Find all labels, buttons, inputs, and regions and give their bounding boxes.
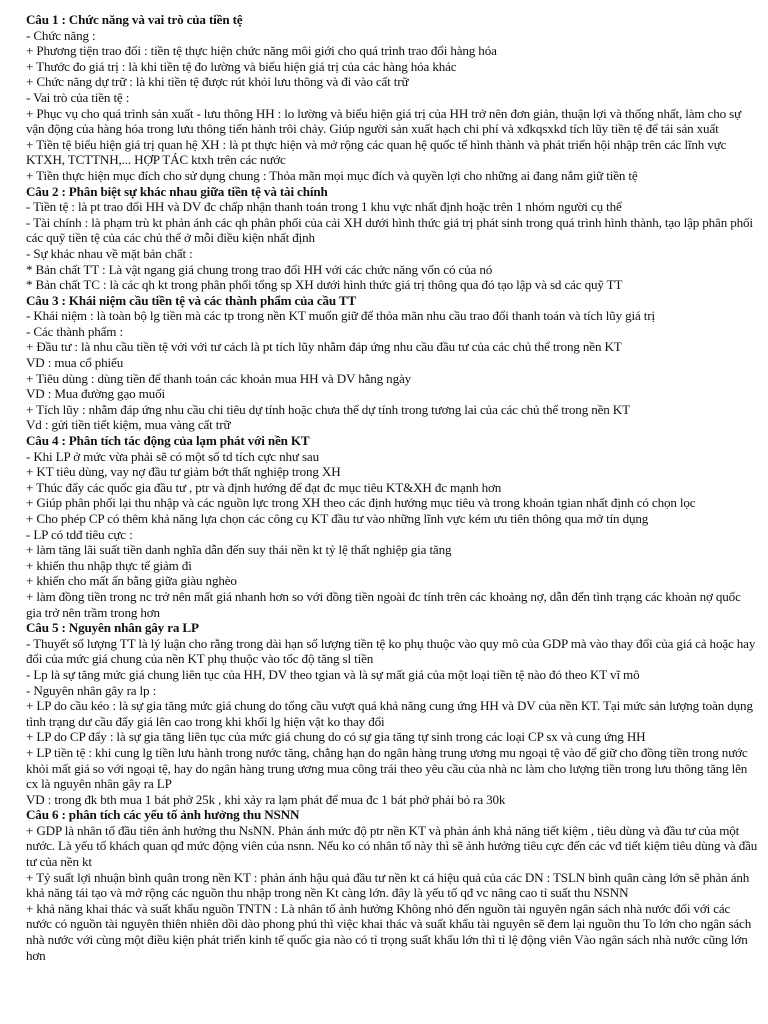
section-heading: Câu 5 : Nguyên nhân gây ra LP — [26, 620, 199, 636]
text-line: + khả năng khai thác và suất khẩu nguồn TNTN : Là nhân tố ảnh hưởng Không nhỏ đến nguồn tài nguyên ngân sách nhà nước đối với các nước có nguồn tài nguyên thiên nhiên dồi dào phong phú thì việc khai thác và suất khẩu tài nguyên sẽ đem lại nguồn thu To lớn cho ngân sách nhà nước với cùng một điều kiện phát triển kinh tế quốc gia nào có tỉ trọng suất khẩu lớn thì tỉ lệ động viên Vào ngân sách nhà nước cũng lớn hơn — [26, 900, 752, 963]
text-line: - Thuyết số lượng TT là lý luận cho rằng trong dài hạn số lượng tiền tệ ko phụ thuộc vào quy mô của GDP mà vào thay đổi của giá cả hoặc hay đổi của mức giá chung của nền KT phụ thuộc vào tốc độ tăng sl tiền — [26, 635, 756, 667]
text-line: * Bản chất TT : Là vật ngang giá chung trong trao đổi HH với các chức năng vốn có của nó — [26, 261, 493, 277]
text-line: + Chức năng dự trữ : là khi tiền tệ được rút khỏi lưu thông và đi vào cất trữ — [26, 74, 409, 90]
text-line: Vd : gửi tiền tiết kiệm, mua vàng cất trữ — [26, 417, 231, 433]
text-line: + Giúp phân phối lại thu nhập và các nguồn lực trong XH theo các định hướng mục tiêu và trong khoản tgian nhất định có chọn lọc — [26, 495, 696, 511]
text-line: VD : mua cổ phiếu — [26, 355, 124, 371]
text-line: + Đầu tư : là nhu cầu tiền tệ với với tư cách là pt tích lũy nhằm đáp ứng nhu cầu đầu tư của các chủ thể trong nền KT — [26, 339, 622, 355]
text-line: - Tài chính : là phạm trù kt phản ánh các qh phân phối của cải XH dưới hình thức giá trị phát sinh trong quá trình hình thành, tạo lập phân phối các quỹ tiền tệ của các chủ thể ở mỗi điều kiện nhất định — [26, 214, 753, 246]
text-line: + Cho phép CP có thêm khả năng lựa chọn các công cụ KT đầu tư vào những lĩnh vực kém ưu tiên thông qua mở tín dụng — [26, 511, 649, 526]
text-line: - Lp là sự tăng mức giá chung liên tục của HH, DV theo tgian và là sự mất giá của một loại tiền tệ nào đó theo KT vĩ mô — [26, 666, 640, 682]
text-line: + khiến thu nhập thực tế giảm đi — [26, 557, 192, 573]
text-line: + làm tăng lãi suất tiền danh nghĩa dẫn đến suy thái nền kt tỷ lệ thất nghiệp gia tăng — [26, 542, 452, 558]
text-line: + Tỷ suất lợi nhuận bình quân trong nền KT : phản ánh hậu quả đầu tư nền kt cá hiệu quả của các DN : TSLN bình quân càng lớn sẽ phản ánh khả năng tái tạo và mở rộng các nguồn thu nhập trong nền Kt càng lớn. đây là yếu tố qđ vc nâng cao tỉ suất thu NSNN — [26, 869, 750, 901]
text-line: + Phương tiện trao đổi : tiền tệ thực hiện chức năng môi giới cho quá trình trao đổi hàng hóa — [26, 43, 497, 59]
text-line: + Tích lũy : nhằm đáp ứng nhu cầu chi tiêu dự tính hoặc chưa thể dự tính trong tương lai của các chủ thể trong nền KT — [26, 401, 630, 417]
text-line: - Khái niệm : là toàn bộ lg tiền mà các tp trong nền KT muốn giữ để thỏa mãn nhu cầu trao đổi thanh toán và tích lũy giá trị — [26, 308, 655, 324]
text-line: - Các thành phẩm : — [26, 323, 123, 339]
text-line: + Thước đo giá trị : là khi tiền tệ đo lường và biểu hiện giá trị của các hàng hóa khác — [26, 58, 457, 74]
text-line: - LP có tdđ tiêu cực : — [26, 526, 133, 542]
text-line: + Tiền thực hiện mục đích cho sử dụng chung : Thỏa mãn mọi mục đích và quyền lợi cho những ai đang nắm giữ tiền tệ — [26, 167, 638, 183]
section-heading: Câu 1 : Chức năng và vai trò của tiền tệ — [26, 12, 243, 27]
text-line: + Phục vụ cho quá trình sản xuất - lưu thông HH : lo lường và biểu hiện giá trị của HH trở nên đơn giản, thuận lợi và thống nhất, làm cho sự vận động của hàng hóa trong lưu thông tiến hành trôi chảy. Giúp người sản xuất hạch chi phí và xđkqsxkd tích lũy tiền tệ để tái sản xuất — [26, 105, 742, 137]
text-line: + làm đồng tiền trong nc trở nên mất giá nhanh hơn so với đồng tiền ngoài đc tính trên các khoảng nợ, dẫn đến tình trạng các khoản nợ quốc gia trở nên trầm trong hơn — [26, 588, 741, 620]
text-line: + LP do cầu kéo : là sự gia tăng mức giá chung do tổng cầu vượt quá khả năng cung ứng HH và DV của nền KT. Tại mức sản lượng toàn dụng tình trạng dư cầu đẩy giá lên cao trong khi khối lg hiện vật ko thay đổi — [26, 698, 753, 729]
text-line: VD : Mua đường gạo muối — [26, 386, 165, 402]
text-line: + GDP là nhân tố đầu tiên ảnh hưởng thu NsNN. Phản ánh mức độ ptr nền KT và phản ánh khả năng tiết kiệm , tiêu dùng và đầu tư của một nước. Là yếu tố khách quan qđ mức động viên của nsnn. Nếu ko có nhân tố này thì sẽ ảnh hưởng tiêu cực đến các vđ tiết kiệm tiêu dùng và đầu tư của nền kt — [26, 822, 758, 870]
text-line: - Nguyên nhân gây ra lp : — [26, 682, 157, 698]
section-heading: Câu 3 : Khái niệm cầu tiền tệ và các thành phẩm của cầu TT — [26, 292, 357, 308]
text-line: - Sự khác nhau về mặt bản chất : — [26, 245, 193, 261]
section-heading: Câu 2 : Phân biệt sự khác nhau giữa tiền tệ và tài chính — [26, 183, 328, 199]
text-line: + KT tiêu dùng, vay nợ đầu tư giảm bớt thất nghiệp trong XH — [26, 464, 341, 480]
text-line: + khiến cho mất ấn bằng giữa giàu nghèo — [26, 573, 237, 589]
text-line: + Tiêu dùng : dùng tiền để thanh toán các khoản mua HH và DV hằng ngày — [26, 370, 412, 386]
text-line: VD : trong đk bth mua 1 bát phở 25k , khi xảy ra lạm phát để mua đc 1 bát phở phải bỏ ra 30k — [26, 791, 506, 807]
text-line: + LP tiền tệ : khi cung lg tiền lưu hành trong nước tăng, chẳng hạn do ngân hàng trung ương mu ngoại tệ vào để giữ cho đồng tiền trong nước khỏi mất giá so với ngoại tệ, hay do ngân hàng trung ương mua công trái theo yêu cầu của nhà nc làm cho lượng tiền trong lưu thông tăng lên cx là nguyên nhân gây ra LP — [26, 744, 748, 792]
text-line: + LP do CP đẩy : là sự gia tăng liên tục của mức giá chung do có sự gia tăng tự sinh trong các loại CP sx và cung ứng HH — [26, 729, 646, 745]
text-line: + Tiền tệ biểu hiện giá trị quan hệ XH : là pt thực hiện và mở rộng các quan hệ quốc tế hình thành và phát triển hội nhập trên các lĩnh vực KTXH, TCTTNH,... HỢP TÁC ktxh trên các nước — [26, 136, 727, 168]
text-line: * Bản chất TC : là các qh kt trong phân phối tổng sp XH dưới hình thức giá trị thông qua đó tạo lập và sd các quỹ TT — [26, 277, 623, 293]
section-heading: Câu 4 : Phân tích tác động của lạm phát với nền KT — [26, 433, 310, 449]
text-line: - Vai trò của tiền tệ : — [26, 89, 130, 105]
text-line: - Khi LP ở mức vừa phải sẽ có một số td tích cực như sau — [26, 448, 319, 464]
text-line: - Tiền tệ : là pt trao đổi HH và DV đc chấp nhận thanh toán trong 1 khu vực nhất định hoặc trên 1 nhóm người cụ thể — [26, 199, 622, 215]
text-line: - Chức năng : — [26, 27, 96, 43]
text-line: + Thúc đẩy các quốc gia đầu tư , ptr và định hướng để đạt đc mục tiêu KT&XH đc mạnh hơn — [26, 479, 502, 495]
section-heading: Câu 6 : phân tích các yếu tố ảnh hưởng thu NSNN — [26, 807, 300, 823]
